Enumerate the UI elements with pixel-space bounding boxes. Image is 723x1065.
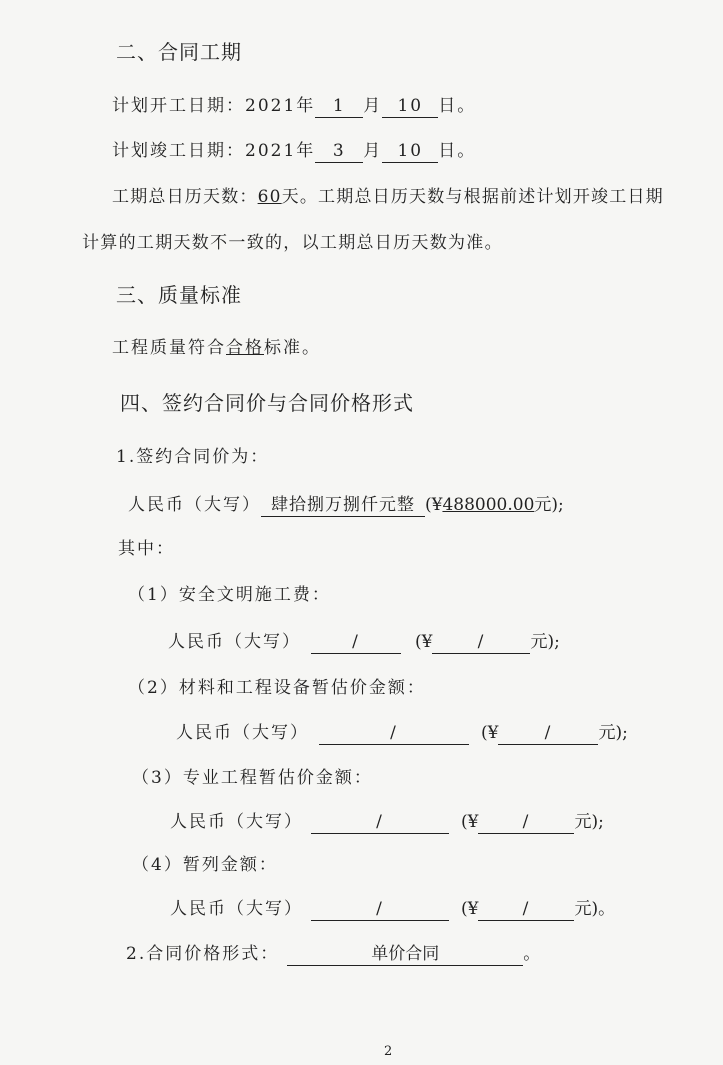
- yen-close: 元);: [534, 495, 564, 515]
- day-label: 日。: [438, 96, 477, 116]
- year-label: 年: [296, 96, 316, 116]
- end-month: 3: [315, 142, 363, 163]
- end-label: 计划竣工日期：: [112, 141, 245, 161]
- sub-3-rmb: /: [311, 813, 449, 834]
- item-1-label: 1.签约合同价为：: [116, 447, 270, 467]
- yen-open: (¥: [425, 495, 443, 515]
- yen-close: 元);: [598, 723, 628, 743]
- sub-1-yen: /: [432, 633, 530, 654]
- total-days-label: 工期总日历天数：: [112, 187, 258, 207]
- yen-open: (¥: [461, 812, 479, 832]
- item-2-line: [126, 939, 542, 966]
- yen-value: 488000.00: [442, 495, 535, 515]
- total-days-value: 60: [257, 187, 282, 207]
- item-2-end: 。: [523, 944, 543, 964]
- start-day: 10: [382, 97, 438, 118]
- year-label: 年: [296, 141, 316, 161]
- month-label: 月: [363, 96, 383, 116]
- sub-2-yen: /: [498, 724, 598, 745]
- end-day: 10: [382, 142, 438, 163]
- total-days-line-2: 计算的工期天数不一致的，以工期总日历天数为准。: [82, 233, 503, 253]
- sub-item-1-label: （1）安全文明施工费：: [128, 585, 331, 605]
- contract-price-line: [128, 490, 564, 517]
- sub-item-3-label: （3）专业工程暂估价金额：: [132, 768, 373, 788]
- total-days-line: [112, 182, 664, 207]
- sub-item-3-amount: [170, 807, 604, 834]
- sub-2-rmb: /: [319, 724, 469, 745]
- yen-open: (¥: [481, 723, 499, 743]
- page-number: 2: [384, 1044, 393, 1059]
- day-label: 日。: [438, 141, 477, 161]
- yen-close: 元)。: [574, 899, 616, 919]
- section-2-heading: 二、合同工期: [116, 40, 242, 64]
- start-year: 2021: [245, 96, 297, 116]
- section-4-heading: 四、签约合同价与合同价格形式: [120, 391, 414, 415]
- rmb-label: 人民币（大写）: [170, 899, 303, 919]
- quality-pre: 工程质量符合: [112, 338, 226, 358]
- end-year: 2021: [245, 141, 297, 161]
- rmb-label: 人民币（大写）: [168, 632, 301, 652]
- rmb-capital-value: 肆拾捌万捌仟元整: [261, 496, 425, 517]
- start-label: 计划开工日期：: [112, 96, 245, 116]
- among-label: 其中：: [118, 539, 175, 559]
- start-month: 1: [315, 97, 363, 118]
- quality-post: 标准。: [264, 338, 321, 358]
- yen-close: 元);: [530, 632, 560, 652]
- sub-item-2-label: （2）材料和工程设备暂估价金额：: [128, 678, 426, 698]
- yen-close: 元);: [574, 812, 604, 832]
- month-label: 月: [363, 141, 383, 161]
- section-3-heading: 三、质量标准: [116, 283, 242, 307]
- rmb-label: 人民币（大写）: [176, 723, 309, 743]
- price-form-value: 单价合同: [287, 945, 523, 966]
- yen-open: (¥: [415, 632, 433, 652]
- planned-end-date: [112, 136, 476, 163]
- sub-4-yen: /: [478, 900, 574, 921]
- quality-standard: [112, 333, 321, 358]
- rmb-label: 人民币（大写）: [128, 495, 261, 515]
- rmb-label: 人民币（大写）: [170, 812, 303, 832]
- sub-item-1-amount: [168, 627, 560, 654]
- total-days-text: 天。工期总日历天数与根据前述计划开竣工日期: [281, 187, 664, 207]
- quality-value: 合格: [226, 338, 264, 358]
- sub-3-yen: /: [478, 813, 574, 834]
- sub-item-4-label: （4）暂列金额：: [132, 855, 278, 875]
- item-2-label: 2.合同价格形式：: [126, 944, 280, 964]
- planned-start-date: [112, 91, 476, 118]
- sub-item-2-amount: [176, 718, 628, 745]
- sub-1-rmb: /: [311, 633, 401, 654]
- yen-open: (¥: [461, 899, 479, 919]
- sub-item-4-amount: [170, 894, 615, 921]
- sub-4-rmb: /: [311, 900, 449, 921]
